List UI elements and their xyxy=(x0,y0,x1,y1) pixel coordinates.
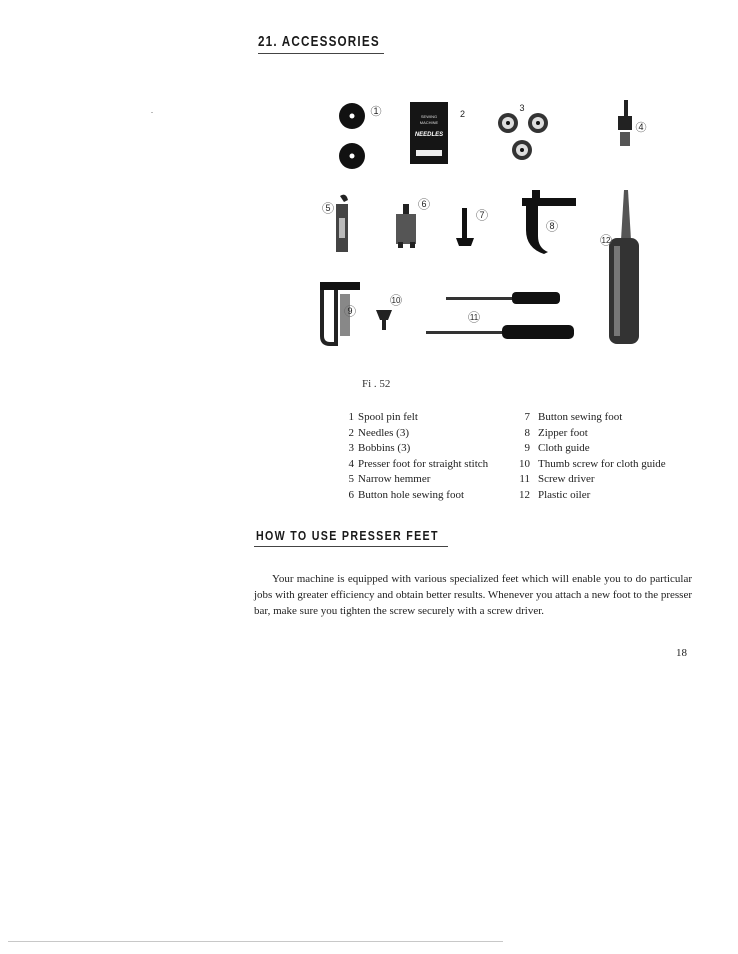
callout-7: 7 xyxy=(479,210,485,220)
callout-11: 11 xyxy=(469,313,479,322)
plastic-oiler-image xyxy=(609,190,639,344)
list-item xyxy=(334,426,488,442)
item-label: Zipper foot xyxy=(538,426,588,439)
section-underline xyxy=(254,546,448,547)
callouts xyxy=(323,103,647,323)
callout-3: 3 xyxy=(519,103,525,113)
list-item xyxy=(514,488,666,504)
package-line-1: SEWING xyxy=(420,114,438,119)
item-label: Button sewing foot xyxy=(538,411,623,423)
item-number: 9 xyxy=(524,442,530,455)
thumb-screw-image xyxy=(376,310,392,330)
scan-speck xyxy=(151,112,153,113)
bobbins-image xyxy=(498,113,548,160)
list-item xyxy=(514,410,666,426)
item-number: 12 xyxy=(519,488,530,501)
accessories-photo xyxy=(300,90,670,360)
package-line-2: MACHINE xyxy=(419,120,439,125)
item-label: Cloth guide xyxy=(538,442,590,455)
screw-drivers-image xyxy=(426,292,574,339)
scan-edge-line xyxy=(8,941,503,942)
page-number: 18 xyxy=(676,647,687,659)
list-item xyxy=(334,410,488,426)
list-item xyxy=(514,457,666,473)
item-label: Screw driver xyxy=(538,473,595,486)
list-item xyxy=(334,457,488,473)
section-body: Your machine is equipped with various specialized feet which will enable you to do particular jobs with greater efficiency and obtain better results. Whenever you attach a new foot to the presser bar, make sure you tighten the screw securely with a screw driver. xyxy=(254,573,692,617)
item-number: 2 xyxy=(348,426,354,439)
item-label: Bobbins (3) xyxy=(358,442,411,455)
item-number: 5 xyxy=(348,473,354,486)
item-number: 3 xyxy=(348,442,354,455)
item-number: 10 xyxy=(519,457,530,470)
callout-5: 5 xyxy=(325,203,331,213)
button-sewing-foot-image xyxy=(456,208,474,246)
section-heading: HOW TO USE PRESSER FEET xyxy=(256,528,439,543)
buttonhole-foot-image xyxy=(396,204,416,248)
item-label: Button hole sewing foot xyxy=(358,488,465,501)
callout-6: 6 xyxy=(421,199,427,209)
page-title: 21. ACCESSORIES xyxy=(258,33,380,50)
figure-caption: Fi . 52 xyxy=(362,378,391,390)
item-number: 7 xyxy=(524,411,530,423)
list-item xyxy=(334,472,488,488)
item-label: Thumb screw for cloth guide xyxy=(538,457,666,470)
list-item xyxy=(334,488,488,504)
needle-package-image xyxy=(410,102,448,164)
callout-10: 10 xyxy=(391,296,401,305)
callout-2: 2 xyxy=(460,109,466,119)
item-label: Plastic oiler xyxy=(538,488,591,501)
item-label: Needles (3) xyxy=(358,426,410,439)
item-label: Narrow hemmer xyxy=(358,473,431,486)
item-number: 4 xyxy=(348,457,354,470)
callout-1: 1 xyxy=(373,106,379,116)
item-number: 6 xyxy=(348,488,354,501)
callout-9: 9 xyxy=(347,306,353,316)
list-item xyxy=(514,426,666,442)
item-label: Spool pin felt xyxy=(358,411,418,423)
title-underline xyxy=(258,53,384,54)
accessories-figure xyxy=(300,90,670,360)
list-item xyxy=(514,472,666,488)
item-number: 11 xyxy=(519,473,530,486)
list-item xyxy=(514,441,666,457)
spool-pin-felt-image xyxy=(339,103,365,169)
parts-list-right xyxy=(514,410,666,504)
package-line-3: NEEDLES xyxy=(414,132,444,138)
narrow-hemmer-image xyxy=(336,195,348,252)
item-number: 1 xyxy=(348,411,354,423)
callout-12: 12 xyxy=(601,236,611,245)
list-item xyxy=(334,441,488,457)
item-label: Presser foot for straight stitch xyxy=(358,457,489,470)
presser-foot-straight-image xyxy=(618,100,632,146)
item-number: 8 xyxy=(524,426,530,439)
callout-8: 8 xyxy=(549,221,555,231)
parts-list-left xyxy=(334,410,488,504)
callout-4: 4 xyxy=(638,122,644,132)
cloth-guide-image xyxy=(320,282,360,344)
